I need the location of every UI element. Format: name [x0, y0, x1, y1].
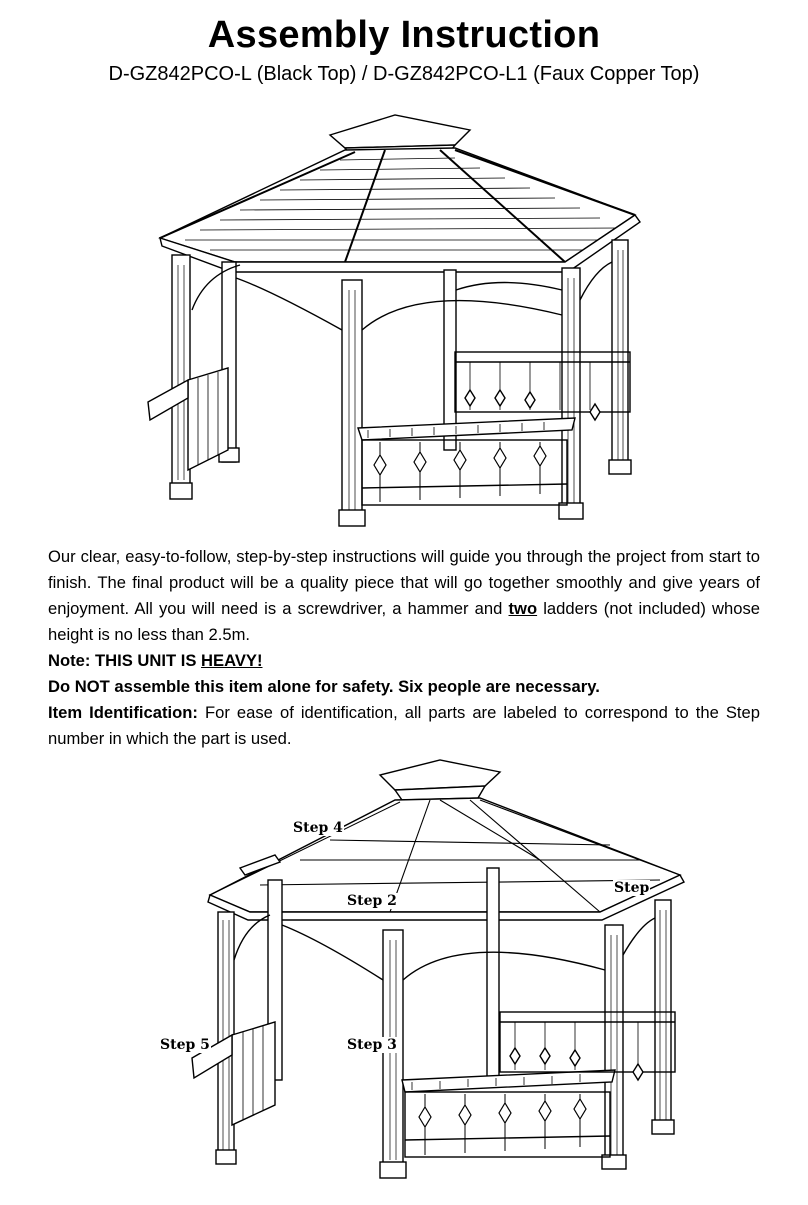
safety-warning: Do NOT assemble this item alone for safety. Six people are necessary. [48, 677, 600, 696]
model-subtitle: D-GZ842PCO-L (Black Top) / D-GZ842PCO-L1 (Faux Copper Top) [108, 63, 700, 85]
step-4-label: Step 4 [293, 820, 343, 836]
item-identification-text: For ease of identification, all parts are labeled to correspond to the Step number in which the part is used. [48, 703, 760, 748]
page-title: Assembly Instruction [207, 14, 601, 56]
step-3-label: Step 3 [347, 1037, 397, 1053]
step-5-label: Step 5 [160, 1037, 210, 1053]
instructions-text [48, 544, 760, 752]
gazebo-assembled-illustration [140, 100, 660, 530]
item-identification-paragraph [48, 700, 760, 752]
step-2-label: Step 2 [347, 893, 397, 909]
intro-text-part2: ladders (not included) whose height is no less than 2.5m. [48, 599, 760, 644]
item-identification-label: Item Identification: [48, 703, 198, 722]
intro-text-part1: Our clear, easy-to-follow, step-by-step instructions will guide you through the project from start to finish. The final product will be a quality piece that will go together smoothly and give years of enjoyment. All you will need is a screwdriver, a hammer and [48, 547, 760, 618]
emphasis-two: two [508, 599, 538, 618]
note-prefix: Note: THIS UNIT IS [48, 651, 202, 670]
note-heavy: HEAVY! [201, 651, 263, 670]
intro-paragraph [48, 544, 760, 648]
gazebo-steps-illustration [140, 755, 700, 1195]
note-line [48, 648, 760, 674]
step-label-right: Step [614, 880, 650, 896]
